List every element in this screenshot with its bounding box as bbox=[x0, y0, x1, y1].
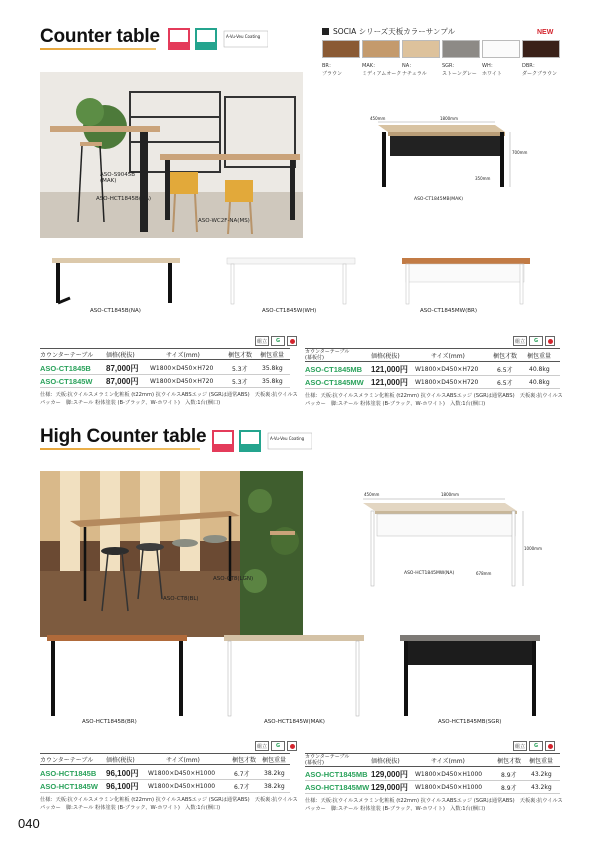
weight: 43.2kg bbox=[531, 784, 552, 791]
pack-size: 6.7才 bbox=[234, 784, 250, 791]
table-row bbox=[40, 768, 290, 780]
product-image-ct1845mw bbox=[400, 256, 540, 306]
product-image-ct1845b bbox=[50, 256, 190, 306]
color-swatch bbox=[402, 40, 440, 77]
spec-note: 仕様：天板:抗ウイルスメラミン化粧板 (t22mm) 抗ウイルスABSエッジ (SGRは通常ABS) 天板裏:抗ウイルス bbox=[305, 393, 563, 399]
swatch-chip bbox=[402, 40, 440, 58]
th: カウンターテーブル (幕板付) bbox=[305, 754, 350, 766]
product-image-ct1845w bbox=[225, 256, 365, 306]
dim2-width: 1800mm bbox=[441, 492, 459, 497]
photo2-label-2: ASO-CT8(BL) bbox=[163, 596, 199, 602]
spec-table-3 bbox=[40, 753, 298, 813]
th: サイズ(mm) bbox=[431, 757, 465, 765]
table-row bbox=[305, 377, 560, 389]
th: カウンターテーブル bbox=[40, 756, 94, 764]
swatch-name: ホワイト bbox=[482, 71, 502, 77]
model-code: ASO-HCT1845MB bbox=[305, 770, 368, 779]
table-row bbox=[305, 782, 560, 794]
spec-note: 仕様：天板:抗ウイルスメラミン化粧板 (t22mm) 抗ウイルスABSエッジ (SGRは通常ABS) 天板裏:抗ウイルス bbox=[40, 392, 298, 398]
japan-flag-icon bbox=[287, 336, 297, 346]
size: W1800×D450×H1000 bbox=[148, 783, 216, 790]
spec-icons-2 bbox=[513, 336, 555, 346]
swatch-chip bbox=[482, 40, 520, 58]
dim1-width: 1800mm bbox=[440, 116, 458, 121]
japan-flag-icon bbox=[545, 336, 555, 346]
th: サイズ(mm) bbox=[431, 352, 465, 360]
size: W1800×D450×H1000 bbox=[415, 784, 483, 791]
color-swatch bbox=[362, 40, 400, 77]
pack-size: 5.3才 bbox=[232, 366, 248, 373]
th: 梱包重量 bbox=[527, 352, 552, 360]
dim1-leg: 350mm bbox=[475, 176, 491, 181]
color-swatch bbox=[482, 40, 520, 77]
japan-flag-icon bbox=[287, 741, 297, 751]
color-swatch bbox=[442, 40, 480, 77]
assembly-icon: 組立 bbox=[513, 741, 527, 751]
spec-note: パッカー 脚:スチール 粉体塗装 (B-ブラック、W-ホワイト) 入数:1台(梱口) bbox=[305, 401, 486, 407]
spec-table-2 bbox=[305, 348, 563, 408]
page-number: 040 bbox=[18, 816, 40, 831]
photo1-label-table: ASO-HCT1845B(NA) bbox=[96, 196, 151, 202]
price: 121,000円 bbox=[371, 365, 408, 374]
swatch-code: NA： bbox=[402, 63, 415, 69]
weight: 43.2kg bbox=[531, 771, 552, 778]
sample-title: SOCIA シリーズ天板カラーサンプル bbox=[333, 27, 456, 36]
spec-note: パッカー 脚:スチール 粉体塗装 (B-ブラック、W-ホワイト) 入数:1台(梱口) bbox=[40, 805, 221, 811]
dim2-leg: 678mm bbox=[476, 571, 492, 576]
color-swatch bbox=[322, 40, 360, 77]
dimension-drawing-ct bbox=[360, 110, 520, 205]
row1-caption-3: ASO-CT1845MW(BR) bbox=[420, 308, 477, 314]
swatch-code: BR： bbox=[322, 63, 334, 69]
weight: 35.8kg bbox=[262, 365, 283, 372]
swatch-code: SGR： bbox=[442, 63, 458, 69]
size: W1800×D450×H720 bbox=[415, 366, 479, 373]
table-row bbox=[40, 376, 290, 388]
product-image-hct1845b bbox=[45, 633, 195, 718]
price: 96,100円 bbox=[106, 782, 139, 791]
swatch-name: ダークブラウン bbox=[522, 71, 558, 77]
size: W1800×D450×H720 bbox=[150, 365, 214, 372]
certification-badges bbox=[212, 430, 312, 456]
swatch-code: DBR： bbox=[522, 63, 538, 69]
th: 価格(税抜) bbox=[106, 756, 135, 764]
th: 梱包才数 bbox=[497, 757, 522, 765]
section-title-high-counter: High Counter table bbox=[40, 426, 207, 447]
spec-icons-4 bbox=[513, 741, 555, 751]
price: 129,000円 bbox=[371, 783, 408, 792]
photo-counter-table bbox=[40, 72, 303, 238]
price: 96,100円 bbox=[106, 769, 139, 778]
swatch-name: ブラウン bbox=[322, 71, 343, 77]
size: W1800×D450×H1000 bbox=[148, 770, 216, 777]
certification-badges bbox=[168, 28, 268, 54]
spec-icons-3 bbox=[255, 741, 297, 751]
swatch-chip bbox=[322, 40, 360, 58]
price: 121,000円 bbox=[371, 378, 408, 387]
size: W1800×D450×H720 bbox=[150, 378, 214, 385]
table-row bbox=[305, 769, 560, 781]
th: カウンターテーブル (幕板付) bbox=[305, 349, 350, 361]
green-g-icon: G bbox=[529, 741, 543, 751]
dim1-depth: 450mm bbox=[370, 116, 386, 121]
weight: 38.2kg bbox=[264, 770, 285, 777]
green-g-icon: G bbox=[271, 741, 285, 751]
swatch-code: MAK： bbox=[362, 63, 379, 69]
assembly-icon: 組立 bbox=[255, 336, 269, 346]
row1-caption-1: ASO-CT1845B(NA) bbox=[90, 308, 141, 314]
model-code: ASO-CT1845W bbox=[40, 377, 93, 386]
row2-caption-3: ASO-HCT1845MB(SGR) bbox=[438, 719, 502, 725]
th: 価格(税抜) bbox=[106, 351, 135, 359]
spec-table-1 bbox=[40, 348, 298, 408]
swatch-row bbox=[322, 40, 560, 80]
weight: 35.8kg bbox=[262, 378, 283, 385]
spec-table-4 bbox=[305, 753, 563, 813]
dim2-depth: 450mm bbox=[364, 492, 380, 497]
dimension-drawing-hct bbox=[355, 495, 530, 605]
pack-size: 6.5才 bbox=[497, 380, 513, 387]
swatch-name: ナチュラル bbox=[402, 71, 427, 77]
model-code: ASO-CT1845MB bbox=[305, 365, 363, 374]
swatch-chip bbox=[522, 40, 560, 58]
th: 梱包重量 bbox=[529, 757, 554, 765]
model-code: ASO-CT1845B bbox=[40, 364, 91, 373]
assembly-icon: 組立 bbox=[255, 741, 269, 751]
th: サイズ(mm) bbox=[166, 351, 200, 359]
pack-size: 5.3才 bbox=[232, 379, 248, 386]
model-code: ASO-HCT1845MW bbox=[305, 783, 370, 792]
row1-caption-2: ASO-CT1845W(WH) bbox=[262, 308, 317, 314]
japan-flag-icon bbox=[545, 741, 555, 751]
th: 価格(税抜) bbox=[371, 757, 400, 765]
th: 梱包重量 bbox=[262, 756, 287, 764]
row2-caption-1: ASO-HCT1845B(BR) bbox=[82, 719, 137, 725]
pack-size: 8.9才 bbox=[501, 785, 517, 792]
th: 価格(税抜) bbox=[371, 352, 400, 360]
photo1-label-stool: ASO-S9045B (MAK) bbox=[100, 172, 135, 184]
dim2-caption: ASO-HCT1845MW(NA) bbox=[404, 571, 455, 576]
weight: 40.8kg bbox=[529, 379, 550, 386]
spec-note: 仕様：天板:抗ウイルスメラミン化粧板 (t22mm) 抗ウイルスABSエッジ (SGRは通常ABS) 天板裏:抗ウイルス bbox=[40, 797, 298, 803]
photo2-label-1: ASO-CT8(LGN) bbox=[213, 576, 254, 582]
swatch-name: ストーングレー bbox=[442, 71, 477, 77]
size: W1800×D450×H1000 bbox=[415, 771, 483, 778]
price: 129,000円 bbox=[371, 770, 408, 779]
product-image-hct1845w bbox=[222, 633, 372, 718]
swatch-chip bbox=[442, 40, 480, 58]
product-image-hct1845mb bbox=[398, 633, 548, 718]
pack-size: 6.5才 bbox=[497, 367, 513, 374]
spec-icons-1 bbox=[255, 336, 297, 346]
color-swatch bbox=[522, 40, 560, 77]
size: W1800×D450×H720 bbox=[415, 379, 479, 386]
photo-high-counter bbox=[40, 471, 303, 637]
price: 87,000円 bbox=[106, 364, 139, 373]
row2-caption-2: ASO-HCT1845W(MAK) bbox=[264, 719, 325, 725]
spec-note: 仕様：天板:抗ウイルスメラミン化粧板 (t22mm) 抗ウイルスABSエッジ (SGRは通常ABS) 天板裏:抗ウイルス bbox=[305, 798, 563, 804]
th: サイズ(mm) bbox=[166, 756, 200, 764]
spec-note: パッカー 脚:スチール 粉体塗装 (B-ブラック、W-ホワイト) 入数:1台(梱口) bbox=[40, 400, 221, 406]
new-label: NEW bbox=[537, 29, 554, 36]
dim1-caption: ASO-CT1845MB(MAK) bbox=[414, 197, 463, 202]
vv-badge-text: A-Vu-Veu Coating bbox=[270, 436, 305, 441]
swatch-code: WH： bbox=[482, 63, 496, 69]
pack-size: 6.7才 bbox=[234, 771, 250, 778]
table-row bbox=[40, 363, 290, 375]
swatch-name: ミディアムオーク bbox=[362, 71, 402, 77]
green-g-icon: G bbox=[529, 336, 543, 346]
photo1-label-chair: ASO-WC2F-NA(MS) bbox=[198, 218, 250, 224]
weight: 40.8kg bbox=[529, 366, 550, 373]
section-title-counter: Counter table bbox=[40, 26, 160, 47]
th: 梱包重量 bbox=[260, 351, 285, 359]
swatch-chip bbox=[362, 40, 400, 58]
title-underline bbox=[40, 448, 200, 450]
title-underline bbox=[40, 48, 156, 50]
pack-size: 8.9才 bbox=[501, 772, 517, 779]
th: カウンターテーブル bbox=[40, 351, 94, 359]
table-row bbox=[305, 364, 560, 376]
table-row bbox=[40, 781, 290, 793]
green-g-icon: G bbox=[271, 336, 285, 346]
model-code: ASO-CT1845MW bbox=[305, 378, 364, 387]
assembly-icon: 組立 bbox=[513, 336, 527, 346]
model-code: ASO-HCT1845W bbox=[40, 782, 98, 791]
weight: 38.2kg bbox=[264, 783, 285, 790]
model-code: ASO-HCT1845B bbox=[40, 769, 97, 778]
th: 梱包才数 bbox=[493, 352, 518, 360]
square-bullet-icon bbox=[322, 28, 329, 35]
price: 87,000円 bbox=[106, 377, 139, 386]
th: 梱包才数 bbox=[232, 756, 257, 764]
dim1-height: 700mm bbox=[512, 150, 528, 155]
th: 梱包才数 bbox=[228, 351, 253, 359]
dim2-height: 1000mm bbox=[524, 546, 542, 551]
spec-note: パッカー 脚:スチール 粉体塗装 (B-ブラック、W-ホワイト) 入数:1台(梱口) bbox=[305, 806, 486, 812]
vv-badge-text: A-Vu-Veu Coating bbox=[226, 34, 261, 39]
